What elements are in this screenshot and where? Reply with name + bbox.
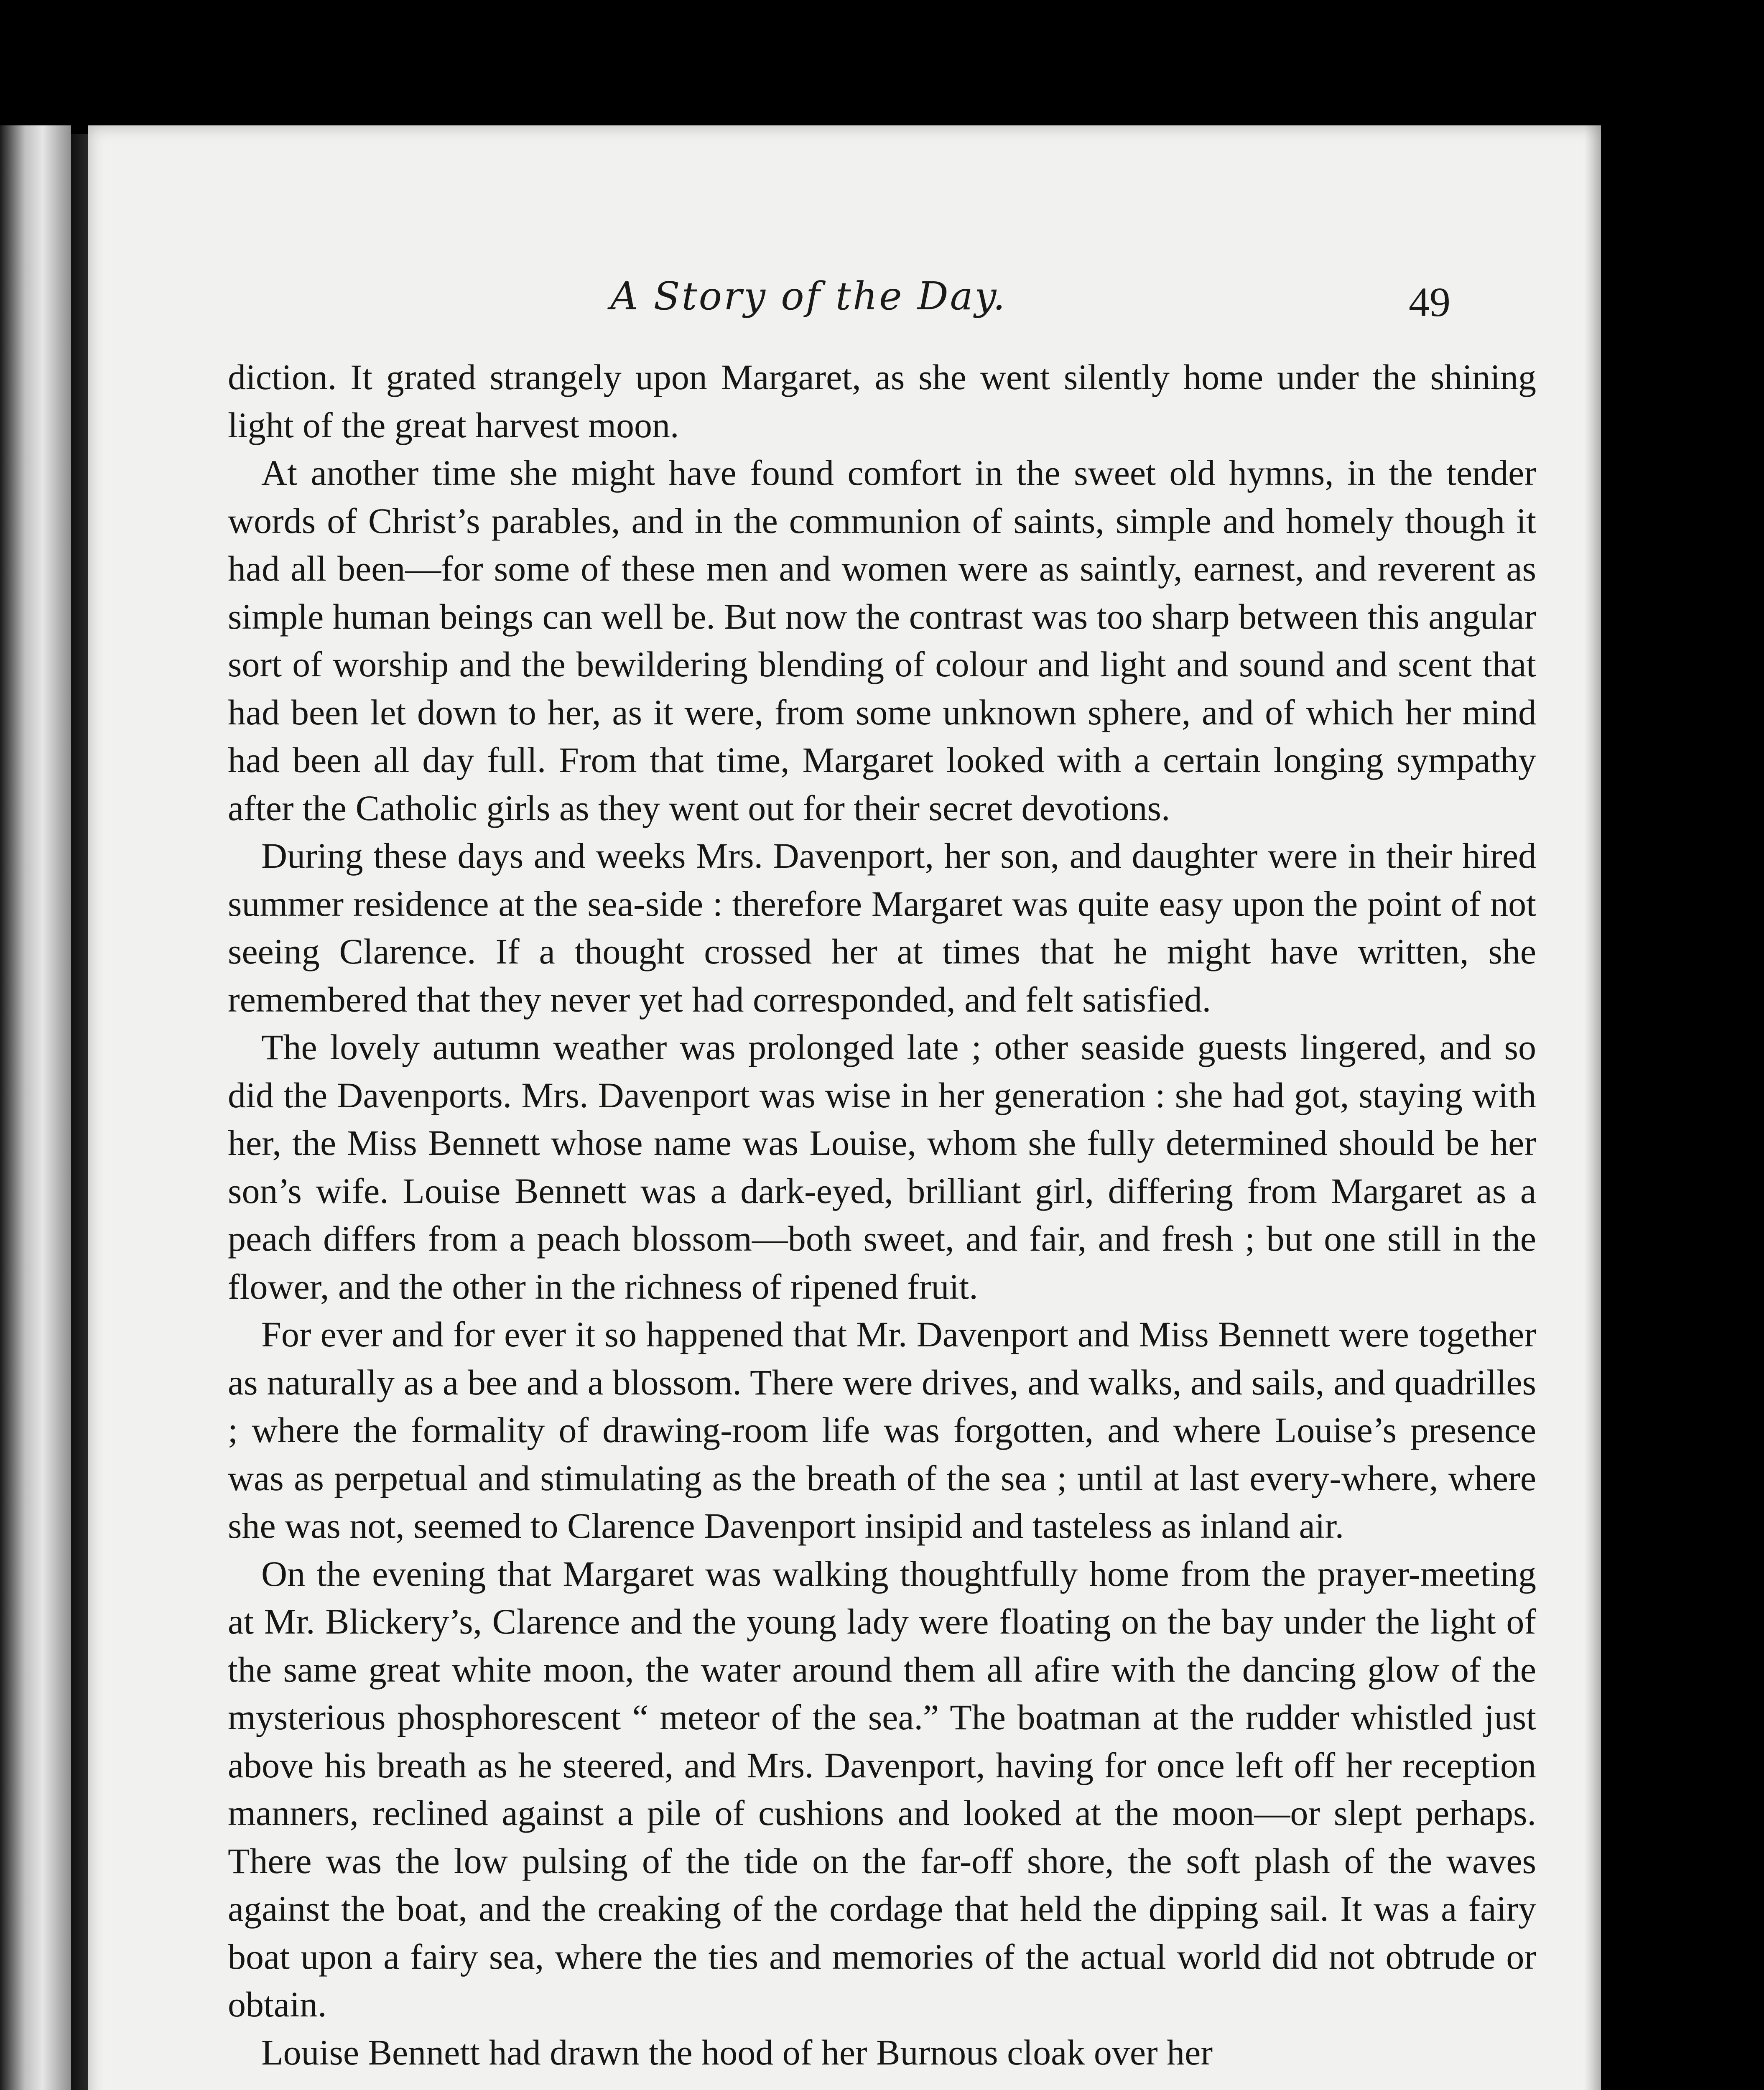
left-page-edge bbox=[0, 125, 71, 2090]
running-title: A Story of the Day. bbox=[610, 274, 1007, 319]
paragraph: At another time she might have found comfort in the sweet old hymns, in the tender words of Christ’s parables, and in the communion of saints, simple and homely though it had all been—for some of these men and women were as saintly, earnest, and reverent as simple human beings can well be. But now the contrast was too sharp between this angular sort of worship and the bewildering blending of colour and light and sound and scent that had been let down to her, as it were, from some unknown sphere, and of which her mind had been all day full. From that time, Margaret looked with a certain longing sympathy after the Catholic girls as they went out for their secret devotions. bbox=[228, 453, 1536, 828]
book-page bbox=[88, 125, 1601, 2090]
body-text bbox=[228, 353, 1536, 2076]
running-head bbox=[88, 274, 1601, 336]
paragraph: For ever and for ever it so happened that Mr. Davenport and Miss Bennett were together as naturally as a bee and a blossom. There were drives, and walks, and sails, and quadrilles ; where the formality of drawing-room life was forgotten, and where Louise’s presence was as perpetual and stimulating as the breath of the sea ; until at last every-where, where she was not, seemed to Clarence Davenport insipid and tasteless as inland air. bbox=[228, 1314, 1536, 1546]
page-number: 49 bbox=[1409, 279, 1450, 325]
paragraph: The lovely autumn weather was prolonged late ; other seaside guests lingered, and so did the Davenports. Mrs. Davenport was wise in her generation : she had got, staying with her, the Miss Bennett whose name was Louise, whom she fully determined should be her son’s wife. Louise Bennett was a dark-eyed, brilliant girl, differing from Margaret as a peach differs from a peach blossom—both sweet, and fair, and fresh ; but one still in the flower, and the other in the richness of ripened fruit. bbox=[228, 1027, 1536, 1307]
paragraph: Louise Bennett had drawn the hood of her Burnous cloak over her bbox=[261, 2032, 1213, 2072]
paragraph: During these days and weeks Mrs. Davenport, her son, and daughter were in their hired summer residence at the sea-side : therefore Margaret was quite easy upon the point of not seeing Clarence. If a thought crossed her at times that he might have written, she remembered that they never yet had corresponded, and felt satisfied. bbox=[228, 836, 1536, 1020]
paragraph: diction. It grated strangely upon Margaret, as she went silently home under the shining light of the great harvest moon. bbox=[228, 357, 1536, 445]
paragraph: On the evening that Margaret was walking thoughtfully home from the prayer-meeting at Mr. Blickery’s, Clarence and the young lady were floating on the bay under the light of the same great white moon, the water around them all afire with the dancing glow of the mysterious phosphorescent “ meteor of the sea.” The boatman at the rudder whistled just above his breath as he steered, and Mrs. Davenport, having for once left off her reception manners, reclined against a pile of cushions and looked at the moon—or slept perhaps. There was the low pulsing of the tide on the far-off shore, the soft plash of the waves against the boat, and the creaking of the cordage that held the dipping sail. It was a fairy boat upon a fairy sea, where the ties and memories of the actual world did not obtrude or obtain. bbox=[228, 1553, 1536, 2024]
